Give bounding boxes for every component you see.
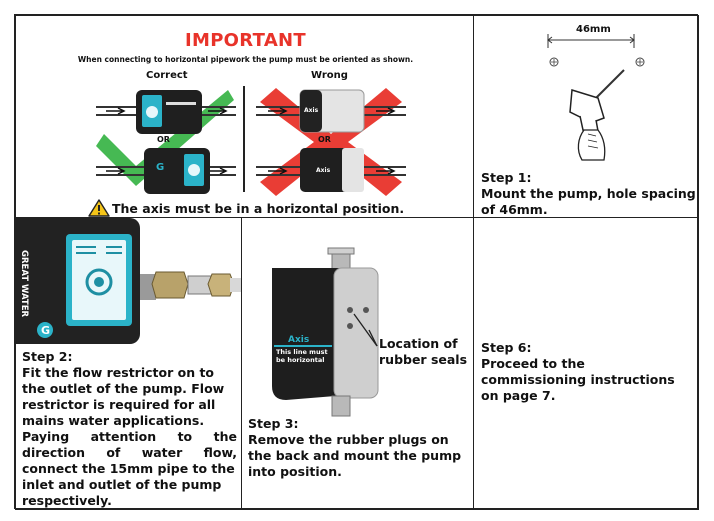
step6-body: Proceed to the commissioning instructions on page 7.	[481, 356, 680, 403]
important-panel	[15, 15, 474, 218]
warning-icon	[88, 199, 110, 217]
word: of	[106, 445, 121, 460]
step2-line-5	[22, 429, 237, 445]
step3-body: Remove the rubber plugs on the back and mount the pump into position.	[248, 432, 462, 479]
divider	[243, 86, 245, 192]
important-subtitle: When connecting to horizontal pipework the pump must be oriented as shown.	[77, 55, 414, 64]
step1-panel	[473, 15, 699, 218]
word: the	[213, 429, 237, 444]
svg-text:be horizontal: be horizontal	[276, 356, 325, 364]
step2-line-1: Fit the flow restrictor on to	[22, 365, 215, 380]
svg-text:Axis: Axis	[316, 167, 331, 174]
hole-spacing-dimension: 46mm	[576, 24, 611, 35]
step2-line-7: connect the 15mm pipe to the	[22, 461, 235, 476]
step2-line-6	[22, 445, 237, 461]
step1-body: Mount the pump, hole spacing of 46mm.	[481, 186, 696, 217]
word: direction	[22, 445, 86, 460]
or-label-wrong: OR	[318, 135, 331, 144]
or-label-correct: OR	[157, 135, 170, 144]
svg-text:G: G	[156, 162, 165, 173]
svg-text:Axis: Axis	[304, 107, 319, 114]
svg-text:G: G	[41, 324, 51, 337]
svg-text:Axis: Axis	[288, 335, 310, 345]
brand-text: GREAT WATER	[19, 250, 29, 318]
step2-line-9: respectively.	[22, 493, 112, 508]
step6-panel	[473, 217, 699, 510]
step1-text	[481, 170, 696, 218]
important-title: IMPORTANT	[184, 30, 306, 51]
word: to	[177, 429, 193, 444]
step3-title: Step 3:	[248, 416, 299, 431]
step2-panel	[15, 217, 242, 510]
pump-flow-restrictor-photo	[16, 218, 242, 346]
word: Paying	[22, 429, 70, 444]
correct-label: Correct	[146, 70, 188, 81]
drill-illustration	[534, 34, 654, 164]
step2-line-2: the outlet of the pump. Flow	[22, 381, 225, 396]
rubber-seals-callout: Location of rubber seals	[379, 336, 468, 367]
step6-title: Step 6:	[481, 340, 532, 355]
wrong-orientation-illustration	[256, 82, 406, 198]
step3-panel	[241, 217, 474, 510]
step2-line-8: inlet and outlet of the pump	[22, 477, 222, 492]
axis-note-text: The axis must be in a horizontal position.	[112, 200, 405, 216]
axis-warning-note	[88, 199, 404, 217]
word: flow,	[203, 445, 237, 460]
svg-text:This line must: This line must	[276, 348, 328, 356]
step3-text	[248, 416, 472, 480]
step2-line-3: restrictor is required for all	[22, 397, 216, 412]
step1-title: Step 1:	[481, 170, 532, 185]
step2-title: Step 2:	[22, 349, 73, 364]
step2-text	[22, 349, 237, 509]
word: attention	[90, 429, 157, 444]
step6-text	[481, 340, 696, 404]
wrong-label: Wrong	[311, 70, 348, 81]
instruction-grid	[14, 14, 698, 509]
pump-back-illustration	[242, 218, 474, 418]
step2-line-4: mains water applications.	[22, 413, 205, 428]
word: water	[141, 445, 183, 460]
